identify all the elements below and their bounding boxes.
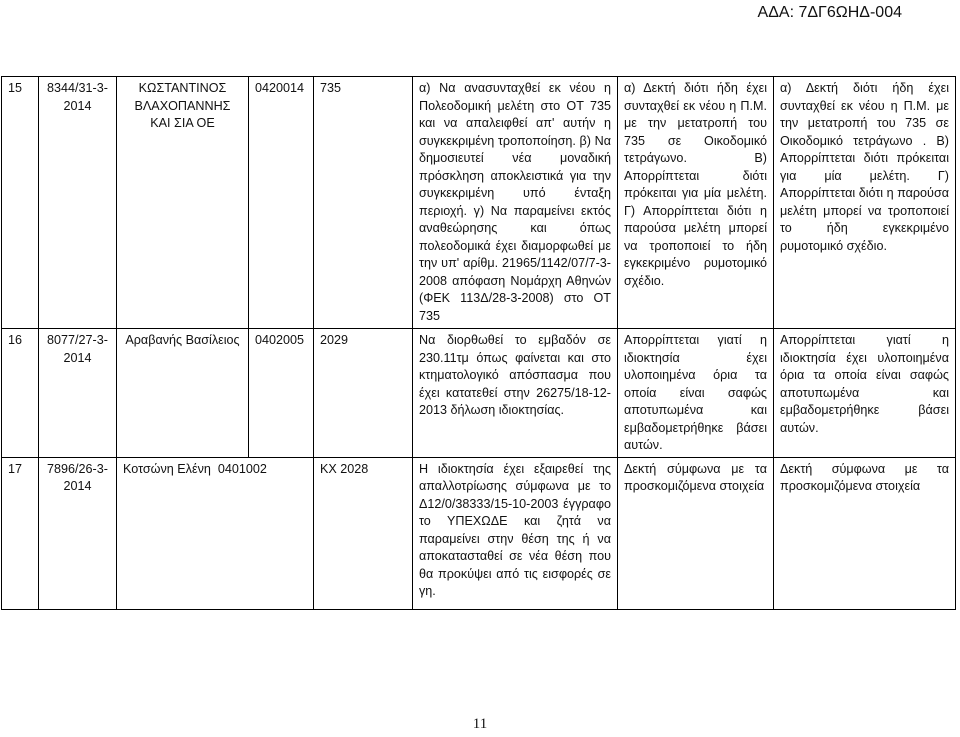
ada-code: ΑΔΑ: 7ΔΓ6ΩΗΔ-004 bbox=[757, 4, 902, 21]
property-code: 0420014 bbox=[249, 77, 314, 329]
objections-table bbox=[1, 76, 956, 610]
page-number: 11 bbox=[472, 716, 488, 732]
applicant-name: Αραβανής Βασίλειος bbox=[117, 329, 249, 458]
decision-text: α) Δεκτή διότι ήδη έχει συνταχθεί εκ νέου η Π.Μ. με την μετατροπή του 735 σε Οικοδομικό τετράγωνο . Β) Απορρίπτεται διότι πρόκειται για μία μελέτη. Γ) Απορρίπτεται διότι η παρούσα μελέτη μπορεί να τροποποιεί το ήδη εγκεκριμένο ρυμοτομικό σχέδιο. bbox=[774, 77, 956, 329]
decision-text: Δεκτή σύμφωνα με τα προσκομιζόμενα στοιχεία bbox=[774, 457, 956, 609]
table-row bbox=[2, 329, 956, 458]
protocol-number: 7896/26-3-2014 bbox=[39, 457, 117, 609]
opinion-text: Δεκτή σύμφωνα με τα προσκομιζόμενα στοιχεία bbox=[618, 457, 774, 609]
decision-text: Απορρίπτεται γιατί η ιδιοκτησία έχει υλοποιημένα όρια τα οποία είναι σαφώς αποτυπωμένα και εμβαδομετρήθηκε βάσει αυτών. bbox=[774, 329, 956, 458]
block-number: 2029 bbox=[314, 329, 413, 458]
table-row bbox=[2, 77, 956, 329]
table-row bbox=[2, 457, 956, 609]
block-number: ΚΧ 2028 bbox=[314, 457, 413, 609]
applicant-name: Κοτσώνη Ελένη bbox=[123, 461, 211, 476]
protocol-number: 8077/27-3-2014 bbox=[39, 329, 117, 458]
row-number: 17 bbox=[2, 457, 39, 609]
request-text: α) Να ανασυνταχθεί εκ νέου η Πολεοδομική μελέτη στο ΟΤ 735 και να απαλειφθεί απ' αυτήν η συγκεκριμένη τροποποίηση. β) Να δημοσιευτεί νέα μοναδική πρόσκληση αποκλειστικά για την συγκεκριμένη υπό ένταξη περιοχή. γ) Να παραμείνει εκτός αναθεώρησης και όπως πολεοδομικά έχει διαμορφωθεί με την υπ' αρίθμ. 21965/1142/07/7-3-2008 απόφαση Νομάρχη Αθηνών (ΦΕΚ 113Δ/28-3-2008) στο ΟΤ 735 bbox=[413, 77, 618, 329]
applicant-name-and-code bbox=[117, 457, 314, 609]
block-number: 735 bbox=[314, 77, 413, 329]
row-number: 15 bbox=[2, 77, 39, 329]
applicant-name: ΚΩΣΤΑΝΤΙΝΟΣ ΒΛΑΧΟΠΑΝΝΗΣ ΚΑΙ ΣΙΑ ΟΕ bbox=[117, 77, 249, 329]
property-code: 0401002 bbox=[217, 461, 267, 476]
row-number: 16 bbox=[2, 329, 39, 458]
opinion-text: Απορρίπτεται γιατί η ιδιοκτησία έχει υλοποιημένα όρια τα οποία είναι σαφώς αποτυπωμένα και εμβαδομετρήθηκε βάσει αυτών. bbox=[618, 329, 774, 458]
opinion-text: α) Δεκτή διότι ήδη έχει συνταχθεί εκ νέου η Π.Μ. με την μετατροπή του 735 σε Οικοδομικό τετράγωνο. Β) Απορρίπτεται διότι πρόκειται για μία μελέτη. Γ) Απορρίπτεται διότι η παρούσα μελέτη μπορεί να τροποποιεί το ήδη εγκεκριμένο ρυμοτομικό σχέδιο. bbox=[618, 77, 774, 329]
request-text: Να διορθωθεί το εμβαδόν σε 230.11τμ όπως φαίνεται και στο κτηματολογικό απόσπασμα που έχει κατατεθεί στην 26275/18-12-2013 δήλωση ιδιοκτησίας. bbox=[413, 329, 618, 458]
property-code: 0402005 bbox=[249, 329, 314, 458]
request-text: Η ιδιοκτησία έχει εξαιρεθεί της απαλλοτρίωσης σύμφωνα με το Δ12/0/38333/15-10-2003 έγγραφο το ΥΠΕΧΩΔΕ και ζητά να παραμείνει στην θέση της ή να αποκατασταθεί σε νέα θέση που θα προκύψει από τις εισφορές σε γη. bbox=[413, 457, 618, 609]
protocol-number: 8344/31-3-2014 bbox=[39, 77, 117, 329]
